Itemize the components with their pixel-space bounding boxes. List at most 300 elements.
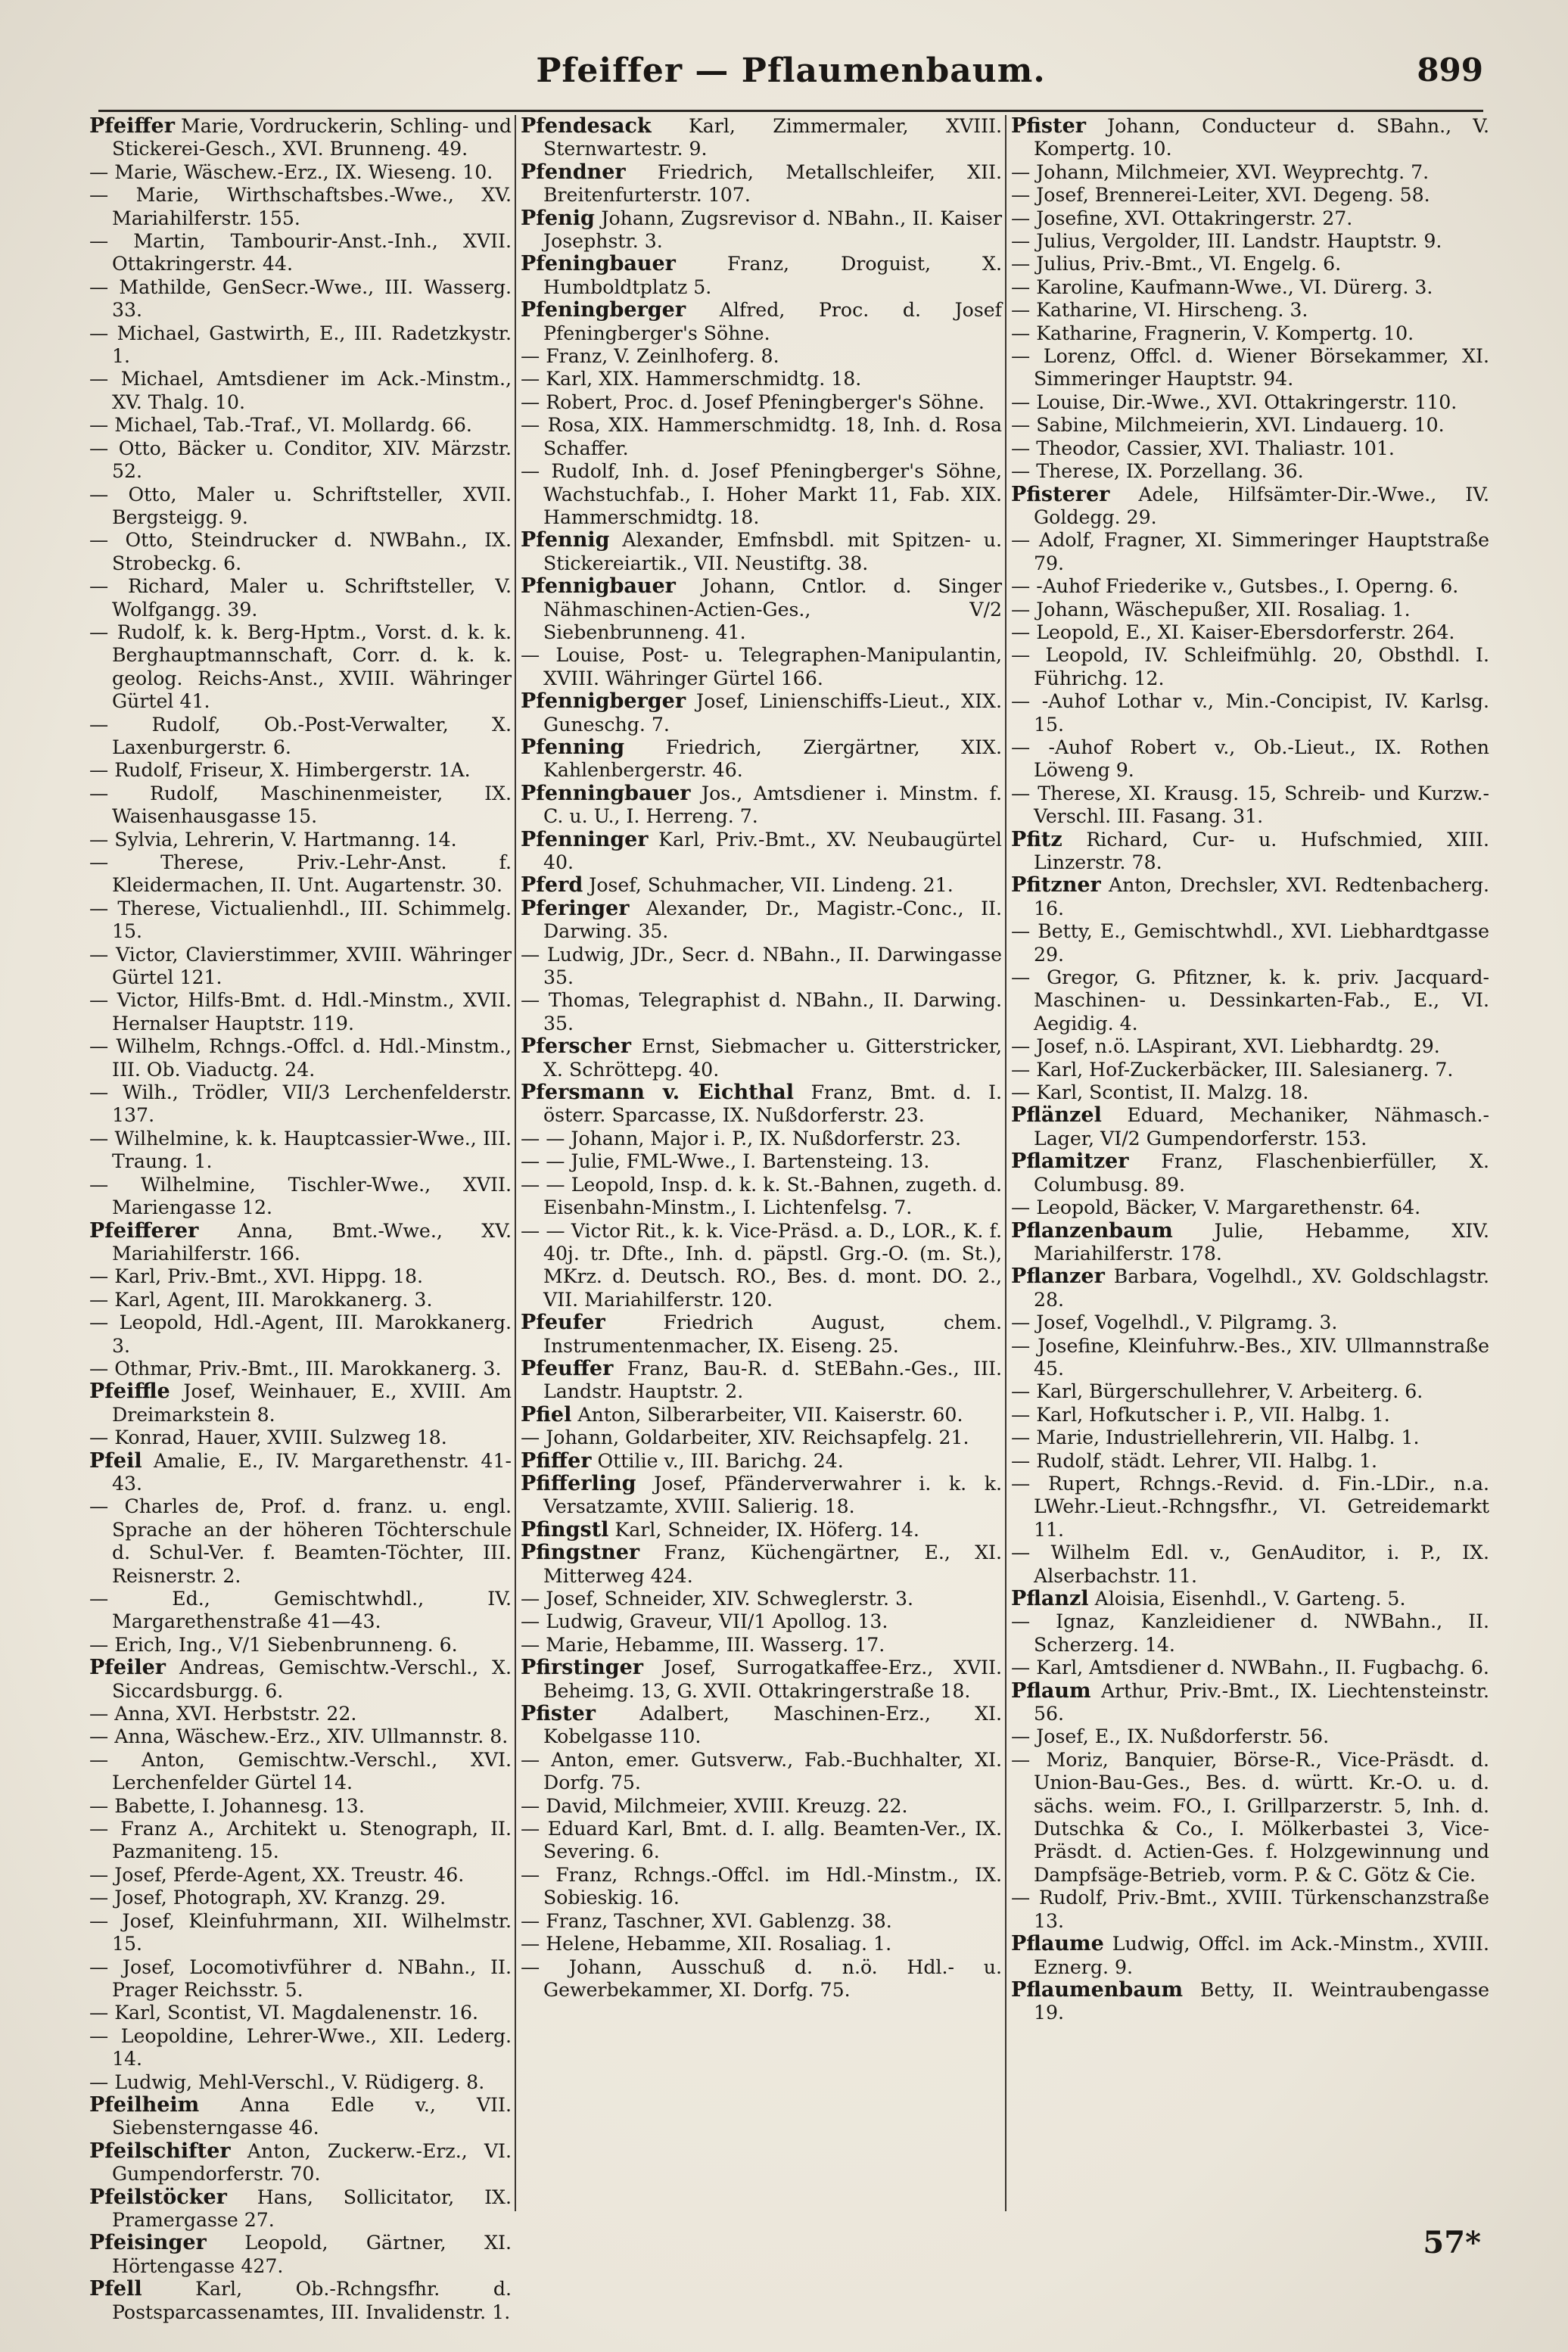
entry-text: Ludwig, Offcl. im Ack.-Minstm., XVIII. Eznerg. 9. <box>1034 1933 1489 1978</box>
entry-text: — Leopold, IV. Schleifmühlg. 20, Obsthdl. I. Führichg. 12. <box>1011 644 1489 689</box>
directory-entry <box>1011 1610 1489 1657</box>
entry-text: — Moriz, Banquier, Börse-R., Vice-Präsdt. d. Union-Bau-Ges., Bes. d. württ. Kr.-O. u. d. sächs. weim. FO., I. Grillparzerstr. 5, Inh. d. Dutschka & Co., I. Mölkerbastei 3, Vice-Präsdt. d. Actien-Ges. f. Holzgewinnung und Dampfsäge-Betrieb, vorm. P. & C. Götz & Cie. <box>1011 1748 1489 1886</box>
entry-text: — Josefine, Kleinfuhrw.-Bes., XIV. Ullmannstraße 45. <box>1011 1334 1489 1380</box>
directory-entry <box>1011 920 1489 966</box>
entry-text: Josef, Pfänderverwahrer i. k. k. Versatzamte, XVIII. Salierig. 18. <box>543 1472 1002 1518</box>
directory-entry <box>1011 1933 1489 1979</box>
entry-text: — Louise, Dir.-Wwe., XVI. Ottakringerstr. 110. <box>1011 390 1458 413</box>
entry-text: — Julius, Priv.-Bmt., VI. Engelg. 6. <box>1011 253 1342 275</box>
entry-text: — Therese, IX. Porzellang. 36. <box>1011 460 1304 483</box>
directory-entry <box>89 1588 512 1634</box>
entry-text: — Theodor, Cassier, XVI. Thaliastr. 101. <box>1011 437 1395 459</box>
directory-entry <box>89 1265 512 1288</box>
directory-entry <box>89 1174 512 1220</box>
directory-entry <box>521 1081 1002 1128</box>
entry-text: — Karl, Bürgerschullehrer, V. Arbeiterg. 6. <box>1011 1380 1423 1403</box>
entry-text: — Ludwig, Mehl-Verschl., V. Rüdigerg. 8. <box>89 2070 485 2093</box>
entry-text: — David, Milchmeier, XVIII. Kreuzg. 22. <box>521 1794 908 1817</box>
entry-text: — Katharine, Fragnerin, V. Kompertg. 10. <box>1011 322 1414 344</box>
directory-entry <box>1011 460 1489 483</box>
entry-surname: Pfenning <box>521 735 625 759</box>
entry-text: Franz, Droguist, X. Humboldtplatz 5. <box>543 253 1002 298</box>
entry-text: — Karl, Amtsdiener d. NWBahn., II. Fugbachg. 6. <box>1011 1657 1489 1679</box>
entry-text: — Karl, Scontist, VI. Magdalenenstr. 16. <box>89 2002 479 2024</box>
directory-entry <box>1011 322 1489 345</box>
entry-surname: Pfeufer <box>521 1311 605 1335</box>
entry-text: Josef, Surrogatkaffee-Erz., XVII. Beheimg. 13, G. XVII. Ottakringerstraße 18. <box>543 1657 1002 1702</box>
entry-text: Karl, Zimmermaler, XVIII. Sternwartestr. 9. <box>543 115 1002 160</box>
entry-surname: Pfennigberger <box>521 689 686 714</box>
directory-entry <box>89 1795 512 1818</box>
directory-entry <box>521 1864 1002 1910</box>
entry-text: — — Victor Rit., k. k. Vice-Präsd. a. D., LOR., K. f. 40j. tr. Dfte., Inh. d. päpstl. Grg.-O. (m. St.), MKrz. d. Deutsch. RO., Bes. d. mont. DO. 2., VII. Mariahilferstr. 120. <box>521 1219 1002 1311</box>
directory-entry <box>89 529 512 575</box>
directory-entry <box>1011 1035 1489 1058</box>
entry-text: Jos., Amtsdiener i. Minstm. f. C. u. U., I. Herreng. 7. <box>543 782 1002 828</box>
entry-text: — Victor, Hilfs-Bmt. d. Hdl.-Minstm., XVII. Hernalser Hauptstr. 119. <box>89 989 512 1034</box>
directory-entry <box>1011 1196 1489 1219</box>
entry-text: Franz, Küchengärtner, E., XI. Mitterweg 424. <box>543 1542 1002 1587</box>
entry-text: — Johann, Milchmeier, XVI. Weyprechtg. 7. <box>1011 160 1430 183</box>
directory-entry <box>89 2094 512 2140</box>
entry-text: Anton, Zuckerw.-Erz., VI. Gumpendorferstr. 70. <box>112 2139 512 2186</box>
entry-text: — Adolf, Fragner, XI. Simmeringer Hauptstraße 79. <box>1011 529 1489 574</box>
entry-text: Friedrich, Metallschleifer, XII. Breitenfurterstr. 107. <box>543 160 1003 207</box>
directory-entry <box>1011 1380 1489 1403</box>
entry-text: — Franz, Taschner, XVI. Gablenzg. 38. <box>521 1909 892 1932</box>
entry-text: — Michael, Gastwirth, E., III. Radetzkystr. 1. <box>89 322 512 368</box>
entry-text: — Franz A., Architekt u. Stenograph, II. Pazmaniteng. 15. <box>89 1818 512 1863</box>
directory-entry <box>1011 1749 1489 1887</box>
column-3 <box>1011 115 1489 2219</box>
entry-text: Josef, Schuhmacher, VII. Lindeng. 21. <box>589 874 954 897</box>
entry-text: — Marie, Wirthschaftsbes.-Wwe., XV. Mariahilferstr. 155. <box>89 184 512 229</box>
entry-surname: Pfeningbauer <box>521 252 676 276</box>
entry-surname: Pfitz <box>1011 827 1062 851</box>
entry-text: — Karl, Hofkutscher i. P., VII. Halbg. 1. <box>1011 1403 1390 1426</box>
entry-text: — Marie, Industriellehrerin, VII. Halbg. 1. <box>1011 1426 1420 1449</box>
directory-entry <box>1011 1265 1489 1311</box>
directory-entry <box>89 714 512 760</box>
entry-text: — Betty, E., Gemischtwhdl., XVI. Liebhardtgasse 29. <box>1011 920 1489 966</box>
directory-entry <box>521 207 1002 254</box>
entry-text: — Leopold, E., XI. Kaiser-Ebersdorferstr. 264. <box>1011 621 1455 643</box>
directory-entry <box>521 782 1002 829</box>
directory-entry <box>521 460 1002 529</box>
entry-text: Anna, Bmt.-Wwe., XV. Mariahilferstr. 166. <box>112 1219 512 1265</box>
directory-entry <box>521 989 1002 1035</box>
directory-entry <box>521 1588 1002 1610</box>
directory-entry <box>1011 782 1489 829</box>
directory-entry <box>1011 1680 1489 1726</box>
entry-text: — Sabine, Milchmeierin, XVI. Lindauerg. 10. <box>1011 414 1445 437</box>
entry-text: Aloisia, Eisenhdl., V. Garteng. 5. <box>1094 1588 1406 1610</box>
directory-entry <box>89 368 512 414</box>
entry-text: — Rudolf, städt. Lehrer, VII. Halbg. 1. <box>1011 1449 1377 1472</box>
entry-text: — Rosa, XIX. Hammerschmidtg. 18, Inh. d. Rosa Schaffer. <box>521 414 1002 459</box>
entry-surname: Pfendesack <box>521 114 652 138</box>
directory-entry <box>89 575 512 621</box>
directory-entry <box>1011 253 1489 275</box>
entry-text: Betty, II. Weintraubengasse 19. <box>1034 1978 1489 2024</box>
entry-surname: Pfiffer <box>521 1448 592 1473</box>
directory-entry <box>521 1634 1002 1657</box>
entry-text: — Charles de, Prof. d. franz. u. engl. Sprache an der höheren Töchterschule d. Schul-Ver. f. Beamten-Töchter, III. Reisnerstr. 2. <box>89 1495 512 1587</box>
entry-text: Johann, Conducteur d. SBahn., V. Kompertg. 10. <box>1034 115 1489 160</box>
sheet-signature: 57* <box>1423 2225 1481 2260</box>
entry-text: — Wilhelm Edl. v., GenAuditor, i. P., IX. Alserbachstr. 11. <box>1011 1542 1489 1587</box>
directory-entry <box>89 2002 512 2024</box>
entry-text: — Victor, Clavierstimmer, XVIII. Währinger Gürtel 121. <box>89 943 512 989</box>
entry-text: — Josef, E., IX. Nußdorferstr. 56. <box>1011 1725 1330 1748</box>
directory-entry <box>521 1150 1002 1173</box>
entry-text: — Josef, Kleinfuhrmann, XII. Wilhelmstr. 15. <box>89 1909 512 1955</box>
entry-text: — Rudolf, Friseur, X. Himbergerstr. 1A. <box>89 759 471 782</box>
entry-surname: Pfeifferer <box>89 1218 199 1243</box>
directory-entry <box>1011 1059 1489 1081</box>
directory-entry <box>1011 276 1489 299</box>
entry-text: — Leopold, Hdl.-Agent, III. Marokkanerg. 3. <box>89 1311 512 1357</box>
directory-entry <box>1011 1887 1489 1933</box>
column-divider <box>1005 115 1006 2211</box>
entry-surname: Pfitzner <box>1011 873 1101 898</box>
directory-entry <box>521 529 1002 575</box>
entry-text: — Michael, Tab.-Traf., VI. Mollardg. 66. <box>89 414 472 437</box>
directory-entry <box>89 437 512 484</box>
entry-text: Ottilie v., III. Barichg. 24. <box>597 1449 844 1472</box>
directory-entry <box>1011 599 1489 621</box>
entry-text: — Anna, Wäschew.-Erz., XIV. Ullmannstr. 8. <box>89 1725 509 1748</box>
directory-entry <box>89 414 512 437</box>
directory-entry <box>89 1818 512 1864</box>
directory-entry <box>1011 1104 1489 1150</box>
entry-text: — Ed., Gemischtwhdl., IV. Margarethenstraße 41—43. <box>89 1588 512 1633</box>
directory-entry <box>89 759 512 782</box>
entry-surname: Pferinger <box>521 896 630 920</box>
entry-text: — Konrad, Hauer, XVIII. Sulzweg 18. <box>89 1426 447 1449</box>
entry-text: Anna Edle v., VII. Siebensterngasse 46. <box>112 2093 512 2139</box>
directory-entry <box>521 1174 1002 1220</box>
entry-text: — Anton, emer. Gutsverw., Fab.-Buchhalter, XI. Dorfg. 75. <box>521 1748 1002 1794</box>
entry-text: — Karl, Scontist, II. Malzg. 18. <box>1011 1081 1309 1104</box>
entry-surname: Pflaumenbaum <box>1011 1977 1184 2002</box>
entry-text: — Ludwig, Graveur, VII/1 Apollog. 13. <box>521 1610 888 1633</box>
entry-text: Arthur, Priv.-Bmt., IX. Liechtensteinstr. 56. <box>1034 1679 1489 1725</box>
entry-surname: Pfeningberger <box>521 298 686 322</box>
page-number: 899 <box>1417 51 1483 89</box>
directory-entry <box>89 1450 512 1496</box>
entry-text: — Ignaz, Kanzleidiener d. NWBahn., II. Scherzerg. 14. <box>1011 1610 1489 1656</box>
directory-entry <box>1011 529 1489 575</box>
directory-entry <box>89 898 512 944</box>
entry-text: Karl, Priv.-Bmt., XV. Neubaugürtel 40. <box>543 828 1002 873</box>
entry-surname: Pfeilheim <box>89 2092 200 2117</box>
entry-surname: Pflaum <box>1011 1678 1091 1703</box>
directory-entry <box>89 1657 512 1703</box>
directory-entry <box>521 414 1002 460</box>
entry-text: — Josefine, XVI. Ottakringerstr. 27. <box>1011 207 1353 229</box>
directory-entry <box>521 1795 1002 1818</box>
entry-surname: Pfingstner <box>521 1541 640 1565</box>
entry-text: — Otto, Bäcker u. Conditor, XIV. Märzstr. 52. <box>89 437 512 483</box>
entry-text: — Louise, Post- u. Telegraphen-Manipulantin, XVIII. Währinger Gürtel 166. <box>521 644 1002 689</box>
entry-text: — Martin, Tambourir-Anst.-Inh., XVII. Ottakringerstr. 44. <box>89 230 512 275</box>
entry-text: Anton, Drechsler, XVI. Redtenbacherg. 16. <box>1034 874 1489 919</box>
directory-entry <box>521 1426 1002 1449</box>
entry-text: Friedrich, Ziergärtner, XIX. Kahlenbergerstr. 46. <box>543 736 1002 782</box>
entry-text: Karl, Ob.-Rchngsfhr. d. Postsparcassenamtes, III. Invalidenstr. 1. <box>112 2278 512 2323</box>
directory-entry <box>89 782 512 829</box>
entry-text: — Robert, Proc. d. Josef Pfeningberger's Söhne. <box>521 390 985 413</box>
entry-text: Adele, Hilfsämter-Dir.-Wwe., IV. Goldegg. 29. <box>1034 483 1489 528</box>
directory-entry <box>89 115 512 161</box>
directory-entry <box>1011 1725 1489 1748</box>
column-2 <box>521 115 1002 2219</box>
directory-entry <box>1011 1979 1489 2025</box>
directory-entry <box>1011 736 1489 782</box>
directory-entry <box>89 1703 512 1725</box>
directory-entry <box>89 2071 512 2094</box>
entry-text: — Anna, XVI. Herbststr. 22. <box>89 1703 357 1725</box>
entry-text: Franz, Bau-R. d. StEBahn.-Ges., III. Landstr. Hauptstr. 2. <box>543 1357 1002 1403</box>
directory-entry <box>1011 414 1489 437</box>
entry-text: Karl, Schneider, IX. Höferg. 14. <box>614 1518 919 1541</box>
directory-entry <box>521 736 1002 782</box>
directory-entry <box>89 1426 512 1449</box>
entry-text: — Sylvia, Lehrerin, V. Hartmanng. 14. <box>89 828 457 851</box>
directory-entry <box>89 184 512 230</box>
entry-text: — Wilhelmine, k. k. Hauptcassier-Wwe., III. Traung. 1. <box>89 1127 512 1173</box>
entry-text: — Rudolf, Maschinenmeister, IX. Waisenhausgasse 15. <box>89 782 512 828</box>
directory-entry <box>521 944 1002 990</box>
entry-text: Leopold, Gärtner, XI. Hörtengasse 427. <box>112 2232 512 2277</box>
directory-entry <box>89 1380 512 1426</box>
directory-entry <box>521 829 1002 875</box>
entry-surname: Pfifferling <box>521 1471 636 1495</box>
directory-entry <box>521 1473 1002 1519</box>
directory-entry <box>521 1542 1002 1588</box>
entry-surname: Pfenninger <box>521 827 649 851</box>
entry-text: — Othmar, Priv.-Bmt., III. Marokkanerg. 3. <box>89 1357 502 1380</box>
entry-text: Alexander, Dr., Magistr.-Conc., II. Darwing. 35. <box>543 897 1002 943</box>
directory-entry <box>521 161 1002 207</box>
entry-text: Richard, Cur- u. Hufschmied, XIII. Linzerstr. 78. <box>1034 828 1490 873</box>
entry-surname: Pfendner <box>521 160 626 184</box>
entry-text: — Franz, Rchngs.-Offcl. im Hdl.-Minstm., IX. Sobieskig. 16. <box>521 1863 1002 1909</box>
directory-entry <box>1011 829 1489 875</box>
entry-text: — Wilhelmine, Tischler-Wwe., XVII. Mariengasse 12. <box>89 1173 512 1219</box>
directory-entry <box>1011 874 1489 920</box>
entry-text: Ernst, Siebmacher u. Gitterstricker, X. Schröttерg. 40. <box>543 1035 1002 1081</box>
directory-entry <box>1011 1311 1489 1334</box>
directory-entry <box>521 1749 1002 1795</box>
directory-entry <box>1011 1657 1489 1679</box>
entry-surname: Pfister <box>521 1702 596 1726</box>
directory-entry <box>521 1657 1002 1703</box>
directory-entry <box>1011 1404 1489 1426</box>
directory-entry <box>521 299 1002 345</box>
entry-text: — Therese, Priv.-Lehr-Anst. f. Kleidermachen, II. Unt. Augartenstr. 30. <box>89 851 512 897</box>
entry-text: Johann, Cntlor. d. Singer Nähmaschinen-Actien-Ges., V/2 Siebenbrunneng. 41. <box>543 575 1002 643</box>
directory-entry <box>89 161 512 184</box>
entry-surname: Pfirstinger <box>521 1656 643 1680</box>
entry-text: — — Johann, Major i. P., IX. Nußdorferstr. 23. <box>521 1127 962 1150</box>
directory-entry <box>89 2232 512 2278</box>
directory-entry <box>1011 1426 1489 1449</box>
entry-surname: Pfisterer <box>1011 482 1110 506</box>
entry-text: — Erich, Ing., V/1 Siebenbrunneng. 6. <box>89 1633 458 1656</box>
directory-entry <box>521 1818 1002 1864</box>
directory-entry <box>89 944 512 990</box>
directory-entry <box>1011 1335 1489 1381</box>
directory-entry <box>1011 1450 1489 1473</box>
column-divider <box>515 115 516 2211</box>
directory-entry <box>89 1220 512 1266</box>
entry-text: — Karoline, Kaufmann-Wwe., VI. Dürerg. 3. <box>1011 275 1433 298</box>
directory-entry <box>89 2025 512 2071</box>
entry-text: — Josef, Brennerei-Leiter, XVI. Degeng. 58. <box>1011 184 1430 207</box>
entry-surname: Pflamitzer <box>1011 1150 1129 1174</box>
directory-entry <box>89 1725 512 1748</box>
entry-text: — Otto, Maler u. Schriftsteller, XVII. Bergsteigg. 9. <box>89 483 512 528</box>
entry-text: Alexander, Emfnsbdl. mit Spitzen- u. Stickereiartik., VII. Neustiftg. 38. <box>543 529 1002 574</box>
entry-text: — Josef, Locomotivführer d. NBahn., II. Prager Reichsstr. 5. <box>89 1955 512 2001</box>
directory-entry <box>521 1610 1002 1633</box>
entry-surname: Pfiel <box>521 1402 572 1426</box>
entry-surname: Pflanzl <box>1011 1587 1089 1610</box>
directory-entry <box>521 1358 1002 1404</box>
page-header <box>98 51 1483 104</box>
directory-entry <box>89 1749 512 1795</box>
entry-text: — Leopold, Bäcker, V. Margarethenstr. 64. <box>1011 1196 1421 1219</box>
entry-text: — — Julie, FML-Wwe., I. Bartensteing. 13. <box>521 1150 930 1173</box>
entry-text: Eduard, Mechaniker, Nähmasch.-Lager, VI/2 Gumpendorferstr. 153. <box>1034 1104 1489 1150</box>
entry-surname: Pflaume <box>1011 1932 1104 1956</box>
entry-text: Franz, Flaschenbierfüller, X. Columbusg. 89. <box>1034 1150 1489 1196</box>
directory-entry <box>521 575 1002 644</box>
directory-entry <box>521 1910 1002 1933</box>
directory-entry <box>521 1404 1002 1426</box>
entry-surname: Pfeisinger <box>89 2231 207 2255</box>
running-title: Pfeiffer — Pflaumenbaum. <box>536 51 1046 90</box>
directory-entry <box>1011 484 1489 530</box>
entry-text: — Marie, Hebamme, III. Wasserg. 17. <box>521 1633 885 1656</box>
directory-entry <box>521 1519 1002 1542</box>
entry-text: — Michael, Amtsdiener im Ack.-Minstm., XV. Thalg. 10. <box>89 368 512 413</box>
entry-surname: Pfeiffle <box>89 1380 170 1404</box>
directory-entry <box>521 874 1002 897</box>
directory-entry <box>89 1956 512 2002</box>
directory-entry <box>1011 1473 1489 1542</box>
entry-surname: Pfister <box>1011 114 1087 138</box>
entry-text: — Richard, Maler u. Schriftsteller, V. Wolfgangg. 39. <box>89 575 512 621</box>
entry-text: — Rudolf, Priv.-Bmt., XVIII. Türkenschanzstraße 13. <box>1011 1887 1489 1932</box>
entry-text: — Lorenz, Offcl. d. Wiener Börsekammer, XI. Simmeringer Hauptstr. 94. <box>1011 345 1489 390</box>
entry-text: Anton, Silberarbeiter, VII. Kaiserstr. 60. <box>577 1403 963 1426</box>
entry-surname: Pfeilschifter <box>89 2139 231 2163</box>
entry-text: Josef, Linienschiffs-Lieut., XIX. Guneschg. 7. <box>543 690 1002 736</box>
entry-surname: Pfennig <box>521 528 610 552</box>
entry-surname: Pferscher <box>521 1034 631 1059</box>
entry-text: Amalie, E., IV. Margarethenstr. 41-43. <box>112 1449 512 1495</box>
entry-text: — Josef, Vogelhdl., V. Pilgramg. 3. <box>1011 1311 1338 1334</box>
directory-entry <box>89 851 512 898</box>
entry-text: — Wilh., Trödler, VII/3 Lerchenfelderstr. 137. <box>89 1081 512 1127</box>
entry-text: — Josef, Pferde-Agent, XX. Treustr. 46. <box>89 1863 465 1886</box>
directory-entry <box>521 1311 1002 1358</box>
entry-text: — Karl, XIX. Hammerschmidtg. 18. <box>521 368 862 390</box>
directory-entry <box>521 644 1002 690</box>
entry-text: Alfred, Proc. d. Josef Pfeningberger's Söhne. <box>543 299 1002 344</box>
entry-text: — Josef, n.ö. LAspirant, XVI. Liebhardtg. 29. <box>1011 1035 1440 1058</box>
directory-entry <box>1011 966 1489 1035</box>
directory-entry <box>1011 161 1489 184</box>
directory-entry <box>89 1081 512 1128</box>
entry-text: Adalbert, Maschinen-Erz., XI. Kobelgasse 110. <box>543 1703 1002 1748</box>
directory-entry <box>89 621 512 714</box>
directory-entry <box>1011 299 1489 322</box>
entry-text: — Rudolf, Ob.-Post-Verwalter, X. Laxenburgerstr. 6. <box>89 713 512 758</box>
directory-entry <box>89 1311 512 1358</box>
entry-text: Hans, Sollicitator, IX. Pramergasse 27. <box>112 2186 512 2231</box>
directory-entry <box>89 1289 512 1311</box>
entry-surname: Pfingstl <box>521 1517 609 1542</box>
directory-entry <box>89 1035 512 1081</box>
directory-entry <box>1011 575 1489 598</box>
entry-text: Friedrich August, chem. Instrumentenmacher, IX. Eiseng. 25. <box>543 1311 1002 1357</box>
directory-entry <box>521 1128 1002 1150</box>
directory-entry <box>89 484 512 530</box>
directory-entry <box>1011 1150 1489 1196</box>
entry-text: — Johann, Ausschuß d. n.ö. Hdl.- u. Gewerbekammer, XI. Dorfg. 75. <box>521 1955 1002 2001</box>
directory-entry <box>521 345 1002 368</box>
entry-surname: Pflanzenbaum <box>1011 1218 1173 1243</box>
entry-text: — Thomas, Telegraphist d. NBahn., II. Darwing. 35. <box>521 989 1002 1034</box>
directory-entry <box>1011 644 1489 690</box>
entry-text: Johann, Zugsrevisor d. NBahn., II. Kaiser Josephstr. 3. <box>543 207 1002 253</box>
entry-text: — Marie, Wäschew.-Erz., IX. Wieseng. 10. <box>89 160 493 183</box>
directory-entry <box>89 1358 512 1380</box>
directory-entry <box>521 368 1002 390</box>
directory-entry <box>1011 690 1489 736</box>
entry-text: Andreas, Gemischtw.-Verschl., X. Siccardsburgg. 6. <box>112 1657 512 1702</box>
directory-entry <box>89 1495 512 1588</box>
entry-text: — Helene, Hebamme, XII. Rosaliag. 1. <box>521 1933 892 1955</box>
entry-text: — Otto, Steindrucker d. NWBahn., IX. Strobeckg. 6. <box>89 529 512 574</box>
entry-text: — -Auhof Lothar v., Min.-Concipist, IV. Karlsg. 15. <box>1011 690 1489 736</box>
entry-text: — Mathilde, GenSecr.-Wwe., III. Wasserg. 33. <box>89 275 512 322</box>
directory-entry <box>521 690 1002 736</box>
directory-entry <box>1011 621 1489 644</box>
directory-entry <box>1011 391 1489 414</box>
directory-entry <box>89 1910 512 1956</box>
entry-text: — Eduard Karl, Bmt. d. I. allg. Beamten-Ver., IX. Severing. 6. <box>521 1818 1002 1863</box>
directory-entry <box>521 253 1002 299</box>
entry-surname: Pflänzel <box>1011 1103 1102 1128</box>
entry-surname: Pfeiler <box>89 1656 166 1680</box>
directory-entry <box>89 230 512 276</box>
entry-text: — Rudolf, k. k. Berg-Hptm., Vorst. d. k. k. Berghauptmannschaft, Corr. d. k. k. geolog. Reichs-Anst., XVIII. Währinger Gürtel 41. <box>89 621 512 713</box>
directory-entry <box>89 829 512 851</box>
entry-surname: Pfeiffer <box>89 114 175 138</box>
entry-text: Marie, Vordruckerin, Schling- und Stickerei-Gesch., XVI. Brunneng. 49. <box>112 115 512 160</box>
directory-entry <box>1011 207 1489 230</box>
entry-surname: Pfennigbauer <box>521 574 676 599</box>
entry-surname: Pferd <box>521 873 583 898</box>
directory-entry <box>89 989 512 1035</box>
directory-entry <box>1011 345 1489 391</box>
directory-entry <box>89 2186 512 2232</box>
